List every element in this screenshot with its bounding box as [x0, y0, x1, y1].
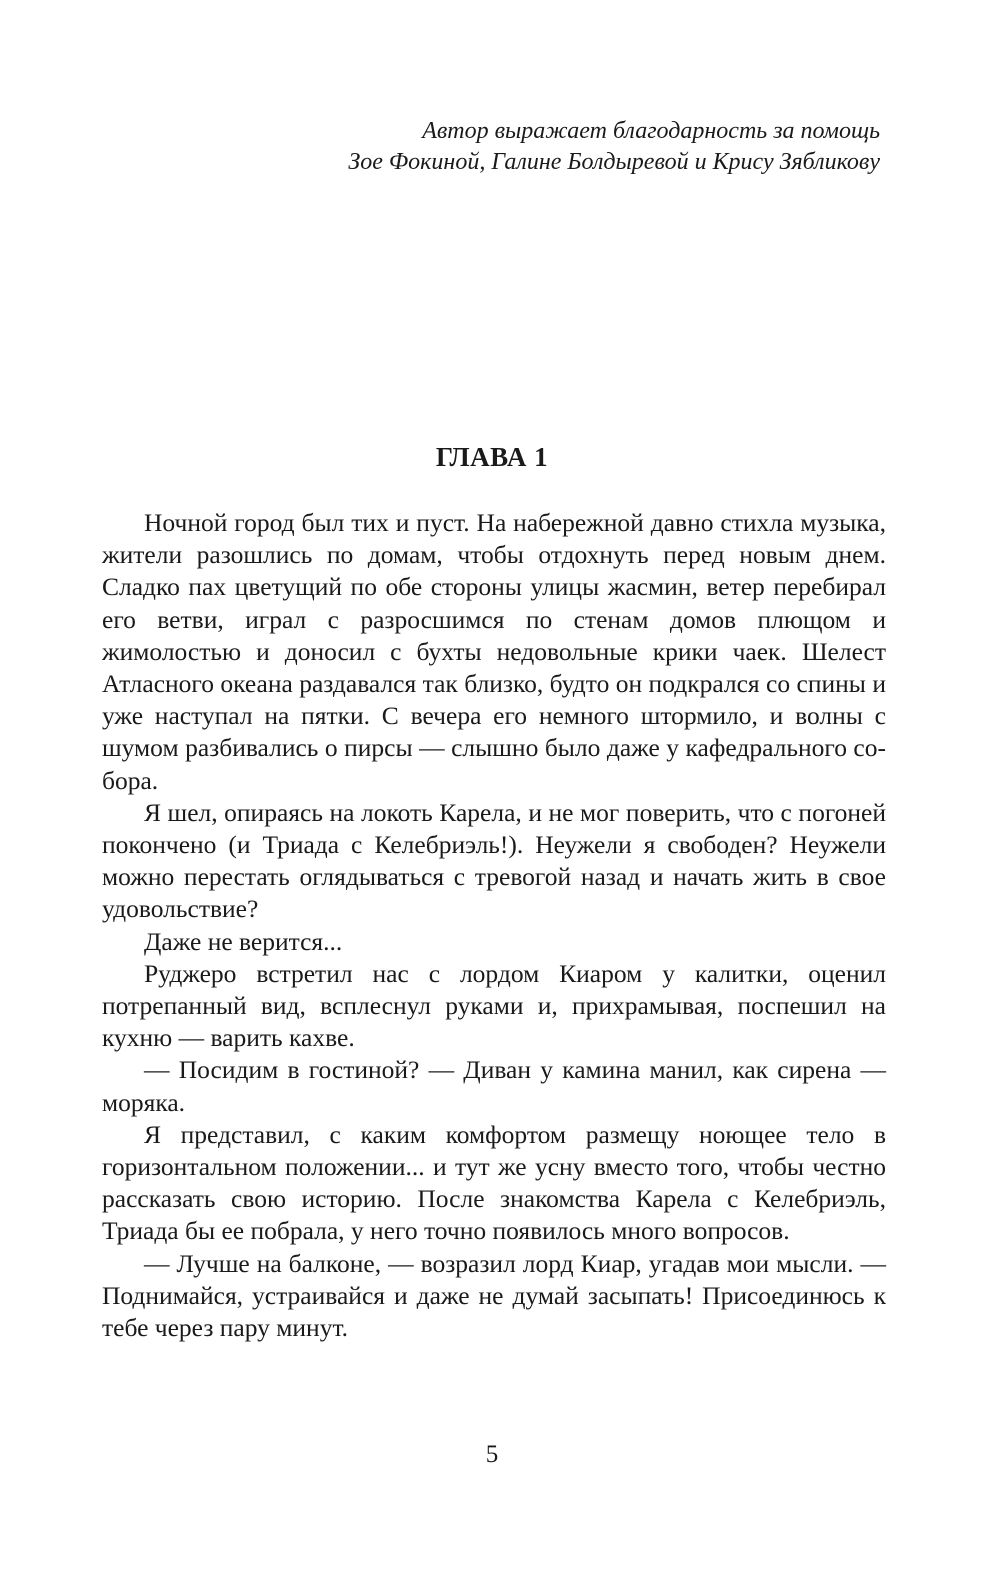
epigraph-line-2: Зое Фокиной, Галине Болдыревой и Крису Зябликову — [348, 149, 880, 175]
paragraph: Я представил, с каким комфортом размещу ноющее тело в горизонтальном положении... и тут же усну вместо того, чтобы честно рассказать свою историю. После знакомства Карела с Келебриэль, Триада бы ее побрала, у него точно появилось много вопросов. — [102, 1119, 886, 1246]
epigraph — [180, 116, 880, 178]
paragraph: Ночной город был тих и пуст. На набережной давно стихла музыка, жители разошлись по домам, чтобы отдохнуть перед новым днем. Сладко пах цветущий по обе стороны улицы жасмин, ветер перебирал его ветви, играл с разросшимся по стенам домов плющом и жимолостью и доносил с бухты недовольные крики чаек. Шелест Атласного океана раздавался так близко, будто он подкрался со спины и уже наступал на пятки. С вечера его немного штормило, и волны с шумом разбивались о пирсы — слышно было даже у кафедрального собора. — [102, 508, 886, 795]
paragraph: Я шел, опираясь на локоть Карела, и не мог поверить, что с погоней покончено (и Триада с Келебриэль!). Неужели я свободен? Неужели можно перестать оглядываться с тревогой назад и начать жить в свое удовольствие? — [102, 797, 886, 924]
paragraph: — Лучше на балконе, — возразил лорд Киар, угадав мои мысли. — Поднимайся, устраивайся и даже не думай засыпать! Присоединюсь к тебе через пару минут. — [102, 1248, 886, 1343]
epigraph-line-1: Автор выражает благодарность за помощь — [422, 118, 880, 144]
chapter-body — [102, 507, 886, 1344]
paragraph: Даже не верится... — [144, 926, 343, 956]
page-number: 5 — [485, 1441, 499, 1468]
chapter-title: ГЛАВА 1 — [435, 442, 549, 472]
paragraph: — Посидим в гостиной? — Диван у камина манил, как сирена — моряка. — [102, 1055, 886, 1117]
paragraph: Руджеро встретил нас с лордом Киаром у калитки, оценил потрепанный вид, всплеснул руками и, прихрамывая, поспешил на кухню — варить кахве. — [102, 958, 886, 1053]
